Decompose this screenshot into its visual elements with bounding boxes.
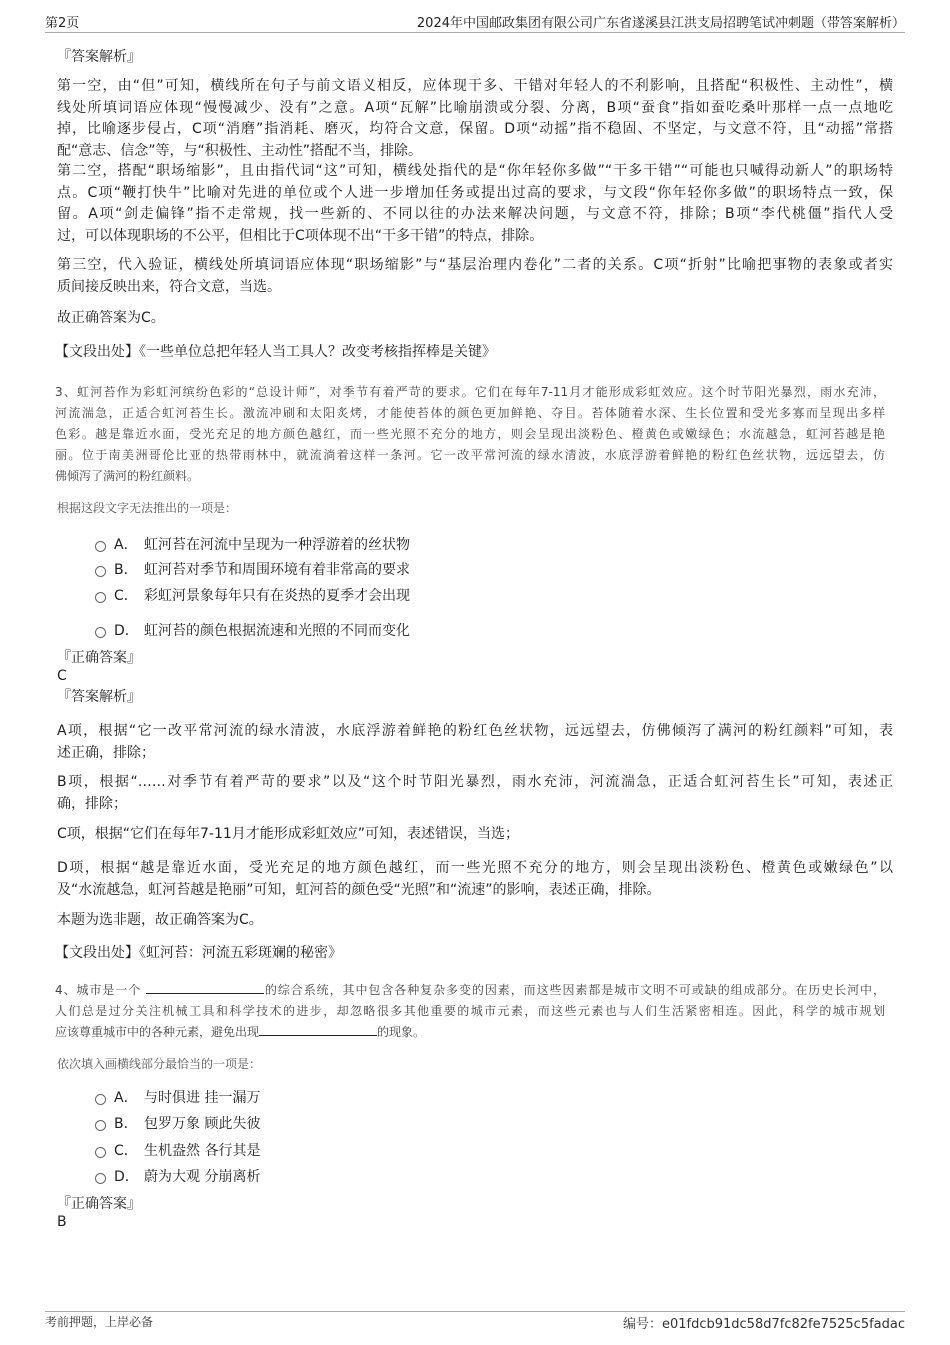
text-line: B项，根据“……对季节有着严苛的要求”以及“这个时节阳光暴烈，雨水充沛，河流湍急，正适合虹河苔生长”可知，表述正	[57, 774, 893, 790]
option-text: 虹河苔的颜色根据流速和光照的不同而变化	[144, 623, 410, 639]
q4-text: 人们总是过分关注机械工具和科学技术的进步，却忽略很多其他重要的城市元素，而这些元素也与人们生活紧密相连。因此，科学的城市规划	[55, 1004, 885, 1018]
option-b[interactable]	[95, 1113, 260, 1133]
option-a[interactable]	[95, 1087, 260, 1107]
option-letter: D．	[114, 1169, 139, 1185]
radio-icon[interactable]	[95, 592, 106, 603]
text-line: 第一空，由“但”可知，横线所在句子与前文语义相反，应体现干多、干错对年轻人的不利影响，且搭配“积极性、主动性”，横	[57, 78, 893, 94]
q4-stem	[55, 980, 885, 1043]
option-letter: C．	[114, 588, 138, 604]
document-title: 2024年中国邮政集团有限公司广东省遂溪县江洪支局招聘笔试冲刺题（带答案解析）	[416, 16, 905, 31]
footer-slogan: 考前押题，上岸必备	[45, 1315, 154, 1329]
radio-icon[interactable]	[95, 566, 106, 577]
text-line: 丽。位于南美洲哥伦比亚的热带雨林中，就流淌着这样一条河。它一改平常河流的绿水清波，水底浮游着鲜艳的粉红色丝状物，远远望去，仿	[55, 448, 885, 462]
option-text: 虹河苔对季节和周围环境有着非常高的要求	[144, 562, 410, 578]
option-letter: B．	[114, 562, 138, 578]
radio-icon[interactable]	[95, 541, 106, 552]
q3-answer: C	[57, 668, 67, 684]
text-line: 留。A项“剑走偏锋”指不走常规，找一些新的、不同以往的办法来解决问题，与文意不符，排除；B项“李代桃僵”指代人受	[57, 206, 893, 222]
option-text: 包罗万象 顾此失彼	[144, 1116, 261, 1132]
option-c[interactable]	[95, 1140, 260, 1160]
text-line: 佛倾泻了满河的粉红颜料。	[55, 469, 200, 483]
option-text: 虹河苔在河流中呈现为一种浮游着的丝状物	[144, 537, 410, 553]
radio-icon[interactable]	[95, 627, 106, 638]
text-line: A项，根据“它一改平常河流的绿水清波，水底浮游着鲜艳的粉红色丝状物，远远望去，仿佛倾泻了满河的粉红颜料”可知，表	[57, 723, 893, 739]
q3-analysis-c	[57, 824, 893, 846]
q4-answer: B	[57, 1214, 67, 1230]
option-text: 蔚为大观 分崩离析	[144, 1169, 261, 1185]
text-line: 及“水流越急，虹河苔越是艳丽”可知，虹河苔的颜色受“光照”和“流速”的影响，表述正确，排除。	[57, 881, 661, 898]
q4-text: 应该尊重城市中的各种元素，避免出现	[55, 1025, 260, 1039]
q2-analysis-para-2	[57, 161, 893, 247]
option-c[interactable]	[95, 585, 410, 605]
option-letter: D．	[114, 623, 139, 639]
option-text: 彩虹河景象每年只有在炎热的夏季才会出现	[144, 588, 410, 604]
option-a[interactable]	[95, 534, 410, 554]
page-number: 第2页	[45, 16, 80, 31]
option-letter: A．	[114, 537, 138, 553]
text-line: 过，可以体现职场的不公平，但相比于C项体现不出“干多干错”的特点，排除。	[57, 227, 544, 244]
option-letter: C．	[114, 1143, 138, 1159]
text-line: 河流湍急，正适合虹河苔生长。激流冲刷和太阳炙烤，才能使苔体的颜色更加鲜艳、夺目。苔体随着水深、生长位置和受光多寡而呈现出多样	[55, 406, 885, 420]
text-line: 配“意志、信念”等，与“积极性、主动性”搭配不当，排除。	[57, 142, 423, 159]
text-line: C项，根据“它们在每年7-11月才能形成彩虹效应”可知，表述错误，当选；	[57, 826, 520, 842]
radio-icon[interactable]	[95, 1120, 106, 1131]
text-line: D项，根据“越是靠近水面，受光充足的地方颜色越红，而一些光照不充分的地方，则会呈现出淡粉色、橙黄色或嫩绿色”以	[57, 860, 893, 876]
q2-conclusion: 故正确答案为C。	[57, 310, 165, 326]
q2-analysis-para-1	[57, 76, 893, 162]
text-line: 3、虹河苔作为彩虹河缤纷色彩的“总设计师”，对季节有着严苛的要求。它们在每年7-11月才能形成彩虹效应。这个时节阳光暴烈，雨水充沛，	[55, 385, 885, 399]
text-line: 点。C项“鞭打快牛”比喻对先进的单位或个人进一步增加任务或提出过高的要求，与文段“你年轻你多做”的职场特点一致，保	[57, 184, 893, 201]
text-line: 第三空，代入验证，横线处所填词语应体现“职场缩影”与“基层治理内卷化”二者的关系。C项“折射”比喻把事物的表象或者实	[57, 257, 893, 273]
option-d[interactable]	[95, 620, 410, 640]
option-letter: B．	[114, 1116, 138, 1132]
text-line: 第二空，搭配“职场缩影”，且由指代词“这”可知，横线处指代的是“你年轻你多做”“干多干错”“可能也只喊得动新人”的职场特	[57, 163, 893, 179]
q3-analysis-label: 『答案解析』	[57, 689, 141, 705]
header-divider	[45, 32, 905, 33]
q2-analysis-label: 『答案解析』	[57, 49, 141, 65]
q3-analysis-b	[57, 772, 893, 815]
text-line: 述正确，排除；	[57, 744, 155, 761]
fill-blank-2	[259, 1022, 377, 1036]
option-text: 生机盎然 各行其是	[144, 1143, 261, 1159]
text-line: 掉，比喻逐步侵占，C项“消磨”指消耗、磨灭，均符合文意，保留。D项“动摇”指不稳固、不坚定，与文意不符，且“动摇”常搭	[57, 121, 893, 137]
q4-text: 4、城市是一个	[55, 983, 142, 997]
q2-source: 【文段出处】《一些单位总把年轻人当工具人？改变考核指挥棒是关键》	[55, 344, 496, 360]
q3-source: 【文段出处】《虹河苔：河流五彩斑斓的秘密》	[55, 945, 342, 961]
q3-analysis-d	[57, 858, 893, 901]
q2-analysis-para-3	[57, 255, 893, 298]
q3-analysis-a	[57, 721, 893, 764]
radio-icon[interactable]	[95, 1173, 106, 1184]
q4-answer-label: 『正确答案』	[57, 1196, 141, 1212]
option-d[interactable]	[95, 1166, 260, 1186]
option-letter: A．	[114, 1090, 138, 1106]
q4-text: 的综合系统，其中包含各种复杂多变的因素，而这些因素都是城市文明不可或缺的组成部分。在历史长河中，	[263, 983, 885, 997]
q3-conclusion: 本题为选非题，故正确答案为C。	[57, 912, 263, 928]
q4-text: 的现象。	[377, 1025, 426, 1039]
radio-icon[interactable]	[95, 1147, 106, 1158]
q3-answer-label: 『正确答案』	[57, 650, 141, 666]
text-line: 线处所填词语应体现“慢慢减少、没有”之意。A项“瓦解”比喻崩溃或分裂、分离，B项“蚕食”指如蚕吃桑叶那样一点一点地吃	[57, 99, 893, 116]
q3-prompt: 根据这段文字无法推出的一项是：	[57, 501, 238, 515]
radio-icon[interactable]	[95, 1094, 106, 1105]
fill-blank-1	[146, 980, 264, 994]
footer-divider	[45, 1311, 905, 1312]
option-b[interactable]	[95, 559, 410, 579]
text-line: 色彩。越是靠近水面，受光充足的地方颜色越红，而一些光照不充分的地方，则会呈现出淡粉色、橙黄色或嫩绿色；水流越急，虹河苔越是艳	[55, 427, 885, 441]
footer-serial: 编号：e01fdcb91dc58d7fc82fe7525c5fadac	[622, 1317, 905, 1332]
q4-prompt: 依次填入画横线部分最恰当的一项是：	[57, 1057, 262, 1071]
q3-stem	[55, 382, 885, 487]
text-line: 质间接反映出来，符合文意，当选。	[57, 278, 281, 295]
text-line: 确，排除；	[57, 795, 127, 812]
option-text: 与时俱进 挂一漏万	[144, 1090, 261, 1106]
